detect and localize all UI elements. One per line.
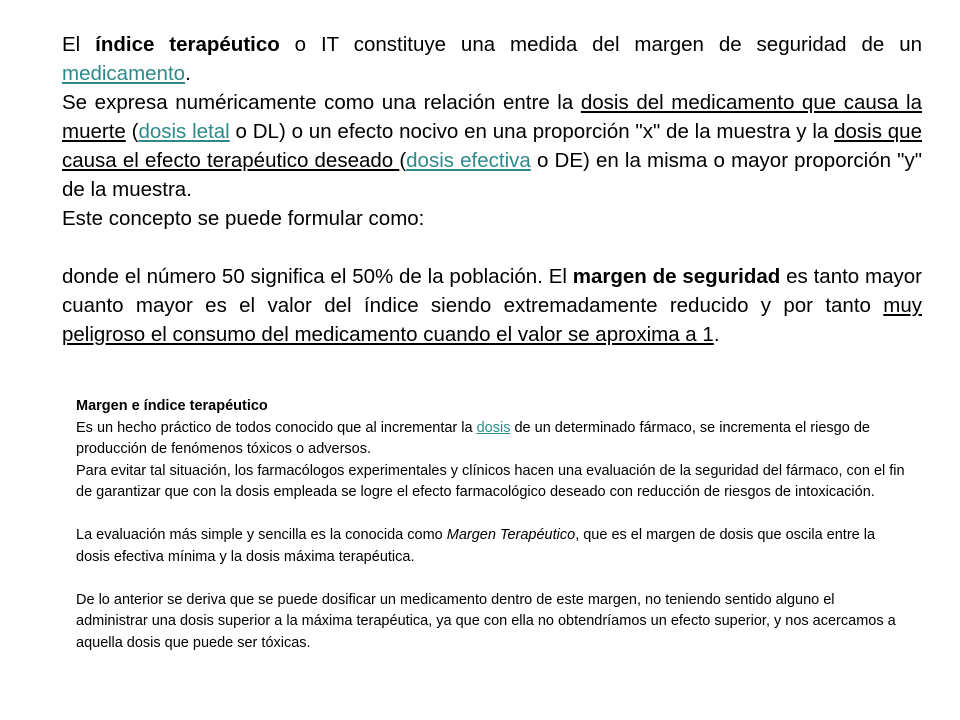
text-run: , que es el margen de dosis que oscila entre la dosis efectiva mínima y la dosis máxima terapéutica. [76, 527, 876, 565]
dosis-efectiva-link[interactable]: dosis efectiva [406, 149, 531, 172]
bold-term: margen de seguridad [572, 265, 781, 288]
medicamento-link[interactable]: medicamento [62, 62, 186, 85]
dosis-letal-link[interactable]: dosis letal [138, 120, 230, 143]
text-run: donde el número 50 significa el 50% de la población. El [62, 265, 573, 288]
text-run: ( [399, 149, 407, 172]
small-paragraph-2: Para evitar tal situación, los farmacólogos experimentales y clínicos hacen una evaluación de la seguridad del fármaco, con el fin de garantizar que con la dosis empleada se logre el efecto farmacológico deseado con reducción de riesgos de intoxicación. [76, 462, 905, 500]
small-paragraph-3 [76, 525, 906, 568]
formula-intro: Este concepto se puede formular como: [62, 207, 425, 230]
spacer [76, 504, 906, 526]
expression-paragraph [62, 88, 922, 204]
therapeutic-margin-box [76, 396, 906, 654]
text-run: o DE) en la misma o mayor proporción "y" de la muestra. [62, 149, 922, 201]
text-run: de un determinado fármaco, se incrementa el riesgo de producción de fenómenos tóxicos o adversos. [76, 419, 870, 457]
small-paragraph-1 [76, 418, 906, 461]
small-paragraph-4: De lo anterior se deriva que se puede dosificar un medicamento dentro de este margen, no teniendo sentido alguno el administrar una dosis superior a la máxima terapéutica, ya que con ella no obtendríamos un efecto superior, y nos acercamos a aquella dosis que puede ser tóxicas. [76, 591, 896, 651]
text-run: ( [125, 120, 139, 143]
text-run: es tanto mayor cuanto mayor es el valor del índice siendo extremadamente reducido y por tanto [62, 265, 922, 317]
spacer [76, 568, 906, 590]
underlined-text: muy peligroso el consumo del medicamento cuando el valor se aproxima a 1 [62, 294, 922, 346]
underlined-text: dosis del medicamento que causa la muerte [62, 91, 922, 143]
section-title [76, 396, 906, 418]
section-title-text: Margen e índice terapéutico [76, 398, 268, 414]
text-run: Es un hecho práctico de todos conocido que al incrementar la [76, 419, 477, 436]
underlined-text: dosis que causa el efecto terapéutico deseado [62, 120, 922, 172]
definition-paragraph [62, 30, 922, 88]
main-text-block [62, 30, 922, 349]
text-run: . [713, 323, 720, 346]
text-run: o DL) o un efecto nocivo en una proporción "x" de la muestra y la [229, 120, 835, 143]
dosis-link[interactable]: dosis [476, 419, 511, 436]
margin-paragraph [62, 262, 922, 349]
text-run: Se expresa numéricamente como una relación entre la [62, 91, 581, 114]
text-run: La evaluación más simple y sencilla es la conocida como [76, 527, 447, 543]
text-run: El [62, 33, 96, 56]
formula-placeholder [62, 233, 922, 262]
italic-term: Margen Terapéutico [446, 527, 576, 543]
text-run: o IT constituye una medida del margen de seguridad de un [279, 33, 922, 56]
text-run: . [185, 62, 191, 85]
bold-term: índice terapéutico [95, 33, 280, 56]
